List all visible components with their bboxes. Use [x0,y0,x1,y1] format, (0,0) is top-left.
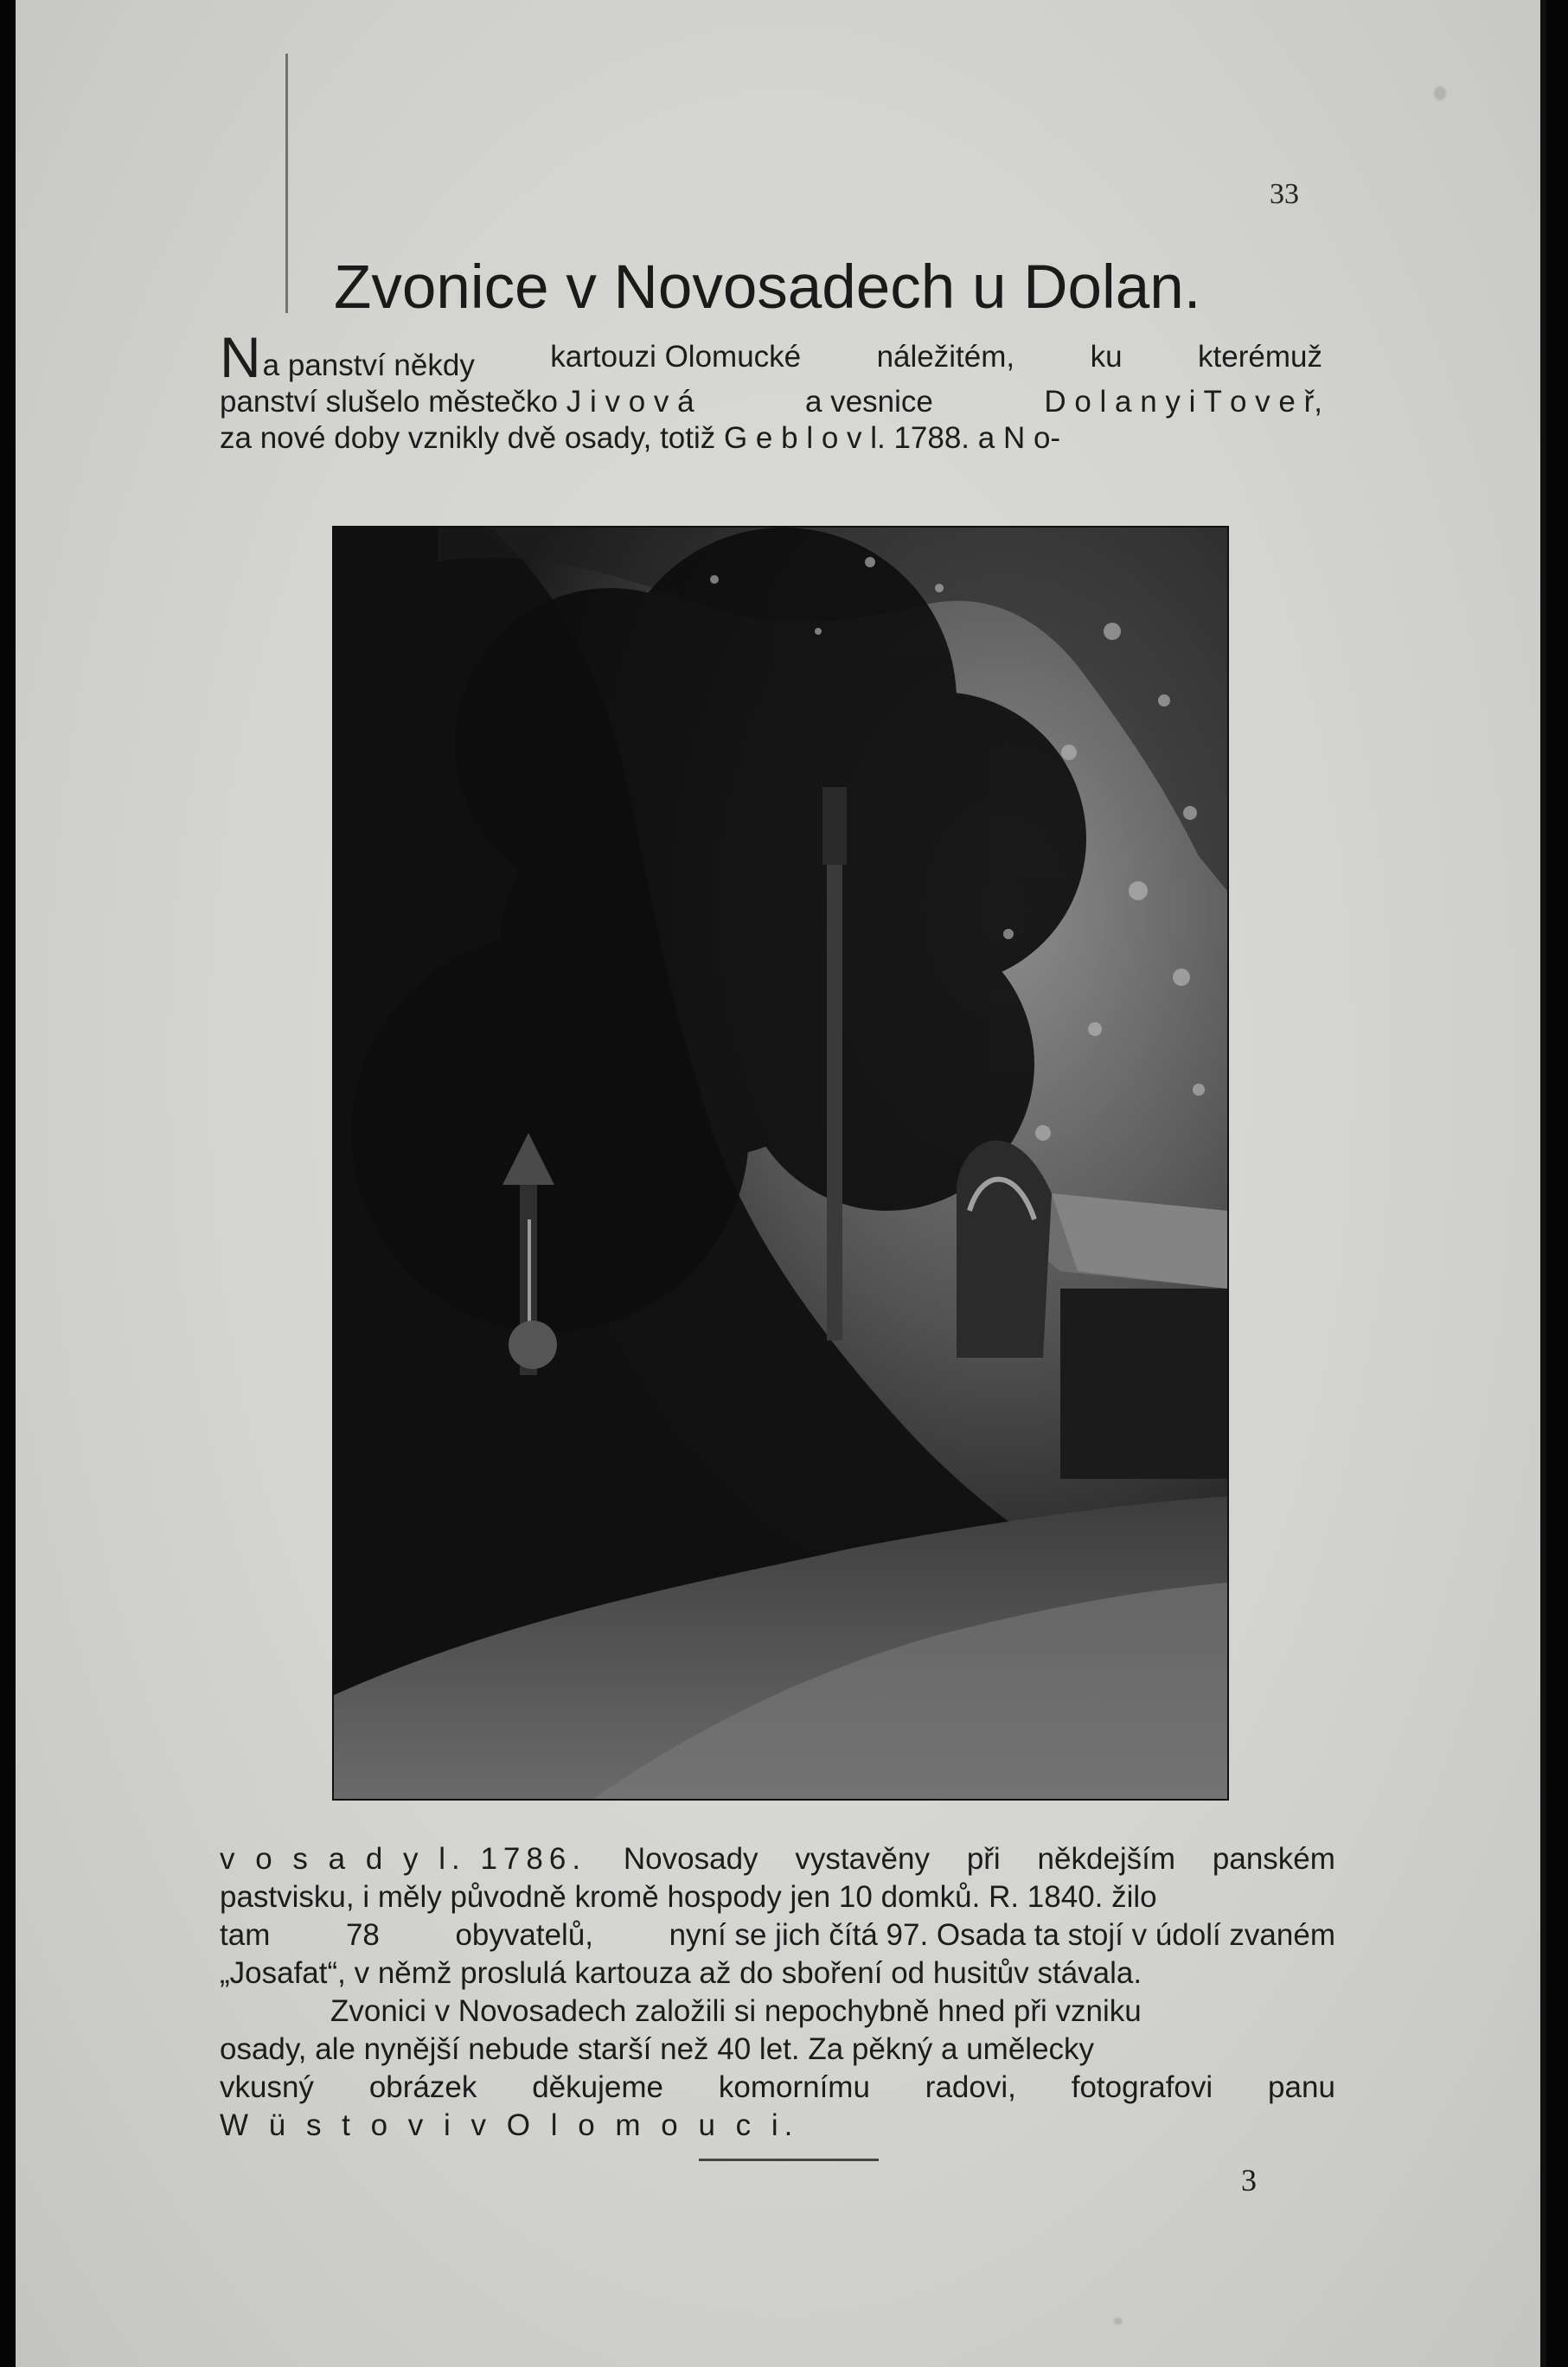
intro-line: za nové doby vznikly dvě osady, totiž G e b l o v l. 1788. a N o- [220,421,1061,455]
book-page [16,0,1546,2367]
closing-rule [699,2159,879,2161]
intro-line: Na panství někdy kartouzi Olomucké náležitém, ku kterémuž [220,325,1322,389]
body-line: Zvonici v Novosadech založili si nepochybně hned při vzniku [330,1994,1142,2028]
page-title: Zvonice v Novosadech u Dolan. [334,253,1201,322]
body-line: pastvisku, i měly původně kromě hospody jen 10 domků. R. 1840. žilo [220,1880,1157,1914]
fold-line [285,54,288,313]
body-line: osady, ale nynější nebude starší než 40 let. Za pěkný a umělecky [220,2032,1095,2066]
intro-paragraph [220,325,1322,457]
body-line: tam 78 obyvatelů, nyní se jich čítá 97. Osada ta stojí v údolí zvaném [220,1918,1335,1952]
bell-tower-photo [332,526,1229,1801]
signature-mark: 3 [1241,2163,1257,2197]
body-line: vkusný obrázek děkujeme komornímu radovi, fotografovi panu [220,2070,1335,2104]
body-line: W ü s t o v i v O l o m o u c i. [220,2108,799,2142]
body-paragraph [220,1840,1335,2145]
body-line: „Josafat“, v němž proslulá kartouza až do sboření od husitův stávala. [220,1956,1142,1990]
page-edge [1540,0,1546,2367]
ink-spot [1434,86,1446,100]
drop-cap: N [220,325,261,389]
intro-line: panství slušelo městečko J i v o v á a vesnice D o l a n y i T o v e ř, [220,385,1322,419]
page-number: 33 [1270,178,1299,210]
body-line: v o s a d y l. 1786. Novosady vystavěny při někdejším panském [220,1842,1335,1876]
bell-tower-photo-icon [334,528,1227,1799]
ink-spot [1114,2318,1123,2325]
